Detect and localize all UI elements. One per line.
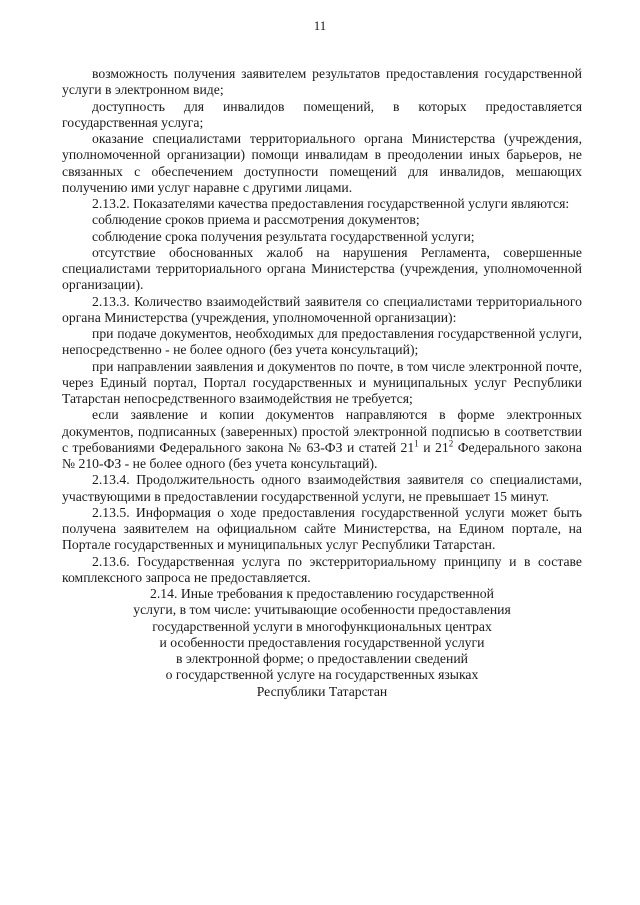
paragraph: оказание специалистами территориального органа Министерства (учреждения, уполномоченной организации) помощи инвалидам в преодолении иных барьеров, не связанных с обеспечением доступности помещений для инвалидов, мешающих получению ими услуг наравне с другими лицами. [62, 131, 582, 195]
paragraph: 2.13.3. Количество взаимодействий заявителя со специалистами территориального органа Министерства (учреждения, уполномоченной организации): [62, 293, 582, 325]
document-body [62, 66, 582, 700]
law-text-after: Федерального закона № 210-ФЗ - не более одного (без учета консультаций). [62, 439, 582, 471]
page-number: 11 [313, 18, 327, 33]
law-text-before: если заявление и копии документов направляются в форме электронных документов, подписанных (заверенных) простой электронной подписью в соответствии с требованиями Федерального закона № 63-ФЗ и статей 21 [62, 407, 582, 455]
paragraph: при направлении заявления и документов по почте, в том числе электронной почте, через Единый портал, Портал государственных и муниципальных услуг Республики Татарстан непосредственного взаимодействия не требуется; [62, 358, 582, 406]
paragraph: отсутствие обоснованных жалоб на нарушения Регламента, совершенные специалистами территориального органа Министерства (учреждения, уполномоченной организации). [62, 244, 582, 293]
paragraph: 2.13.5. Информация о ходе предоставления государственной услуги может быть получена заявителем на официальном сайте Министерства, на Едином портале, на Портале государственных и муниципальных услуг Республики Татарстан. [62, 504, 582, 553]
heading-line: государственной услуги в многофункциональных центрах [152, 618, 492, 634]
paragraph: при подаче документов, необходимых для предоставления государственной услуги, непосредственно - не более одного (без учета консультаций); [62, 326, 582, 358]
paragraph: возможность получения заявителем результатов предоставления государственной услуги в электронном виде; [62, 66, 582, 98]
paragraph: доступность для инвалидов помещений, в которых предоставляется государственная услуга; [62, 98, 582, 130]
heading-line: и особенности предоставления государственной услуги [159, 634, 485, 650]
section-heading [62, 586, 582, 700]
law-text-middle: и 21 [418, 439, 449, 455]
superscript: 1 [414, 438, 419, 449]
paragraph: 2.13.6. Государственная услуга по экстерриториальному принципу и в составе комплексного запроса не предоставляется. [62, 553, 582, 585]
heading-line: услуги, в том числе: учитывающие особенности предоставления [133, 602, 511, 618]
heading-line: 2.14. Иные требования к предоставлению государственной [150, 586, 494, 601]
paragraph-law-reference [62, 407, 582, 472]
superscript: 2 [448, 438, 454, 449]
heading-line: в электронной форме; о предоставлении сведений [175, 651, 468, 666]
heading-line: Республики Татарстан [256, 683, 388, 699]
paragraph: соблюдение срока получения результата государственной услуги; [92, 228, 475, 244]
heading-line: о государственной услуге на государственных языках [165, 667, 479, 683]
paragraph: соблюдение сроков приема и рассмотрения документов; [92, 212, 420, 228]
paragraph: 2.13.2. Показателями качества предоставления государственной услуги являются: [92, 196, 570, 211]
paragraph: 2.13.4. Продолжительность одного взаимодействия заявителя со специалистами, участвующими в предоставлении государственной услуги, не превышает 15 минут. [62, 472, 582, 504]
